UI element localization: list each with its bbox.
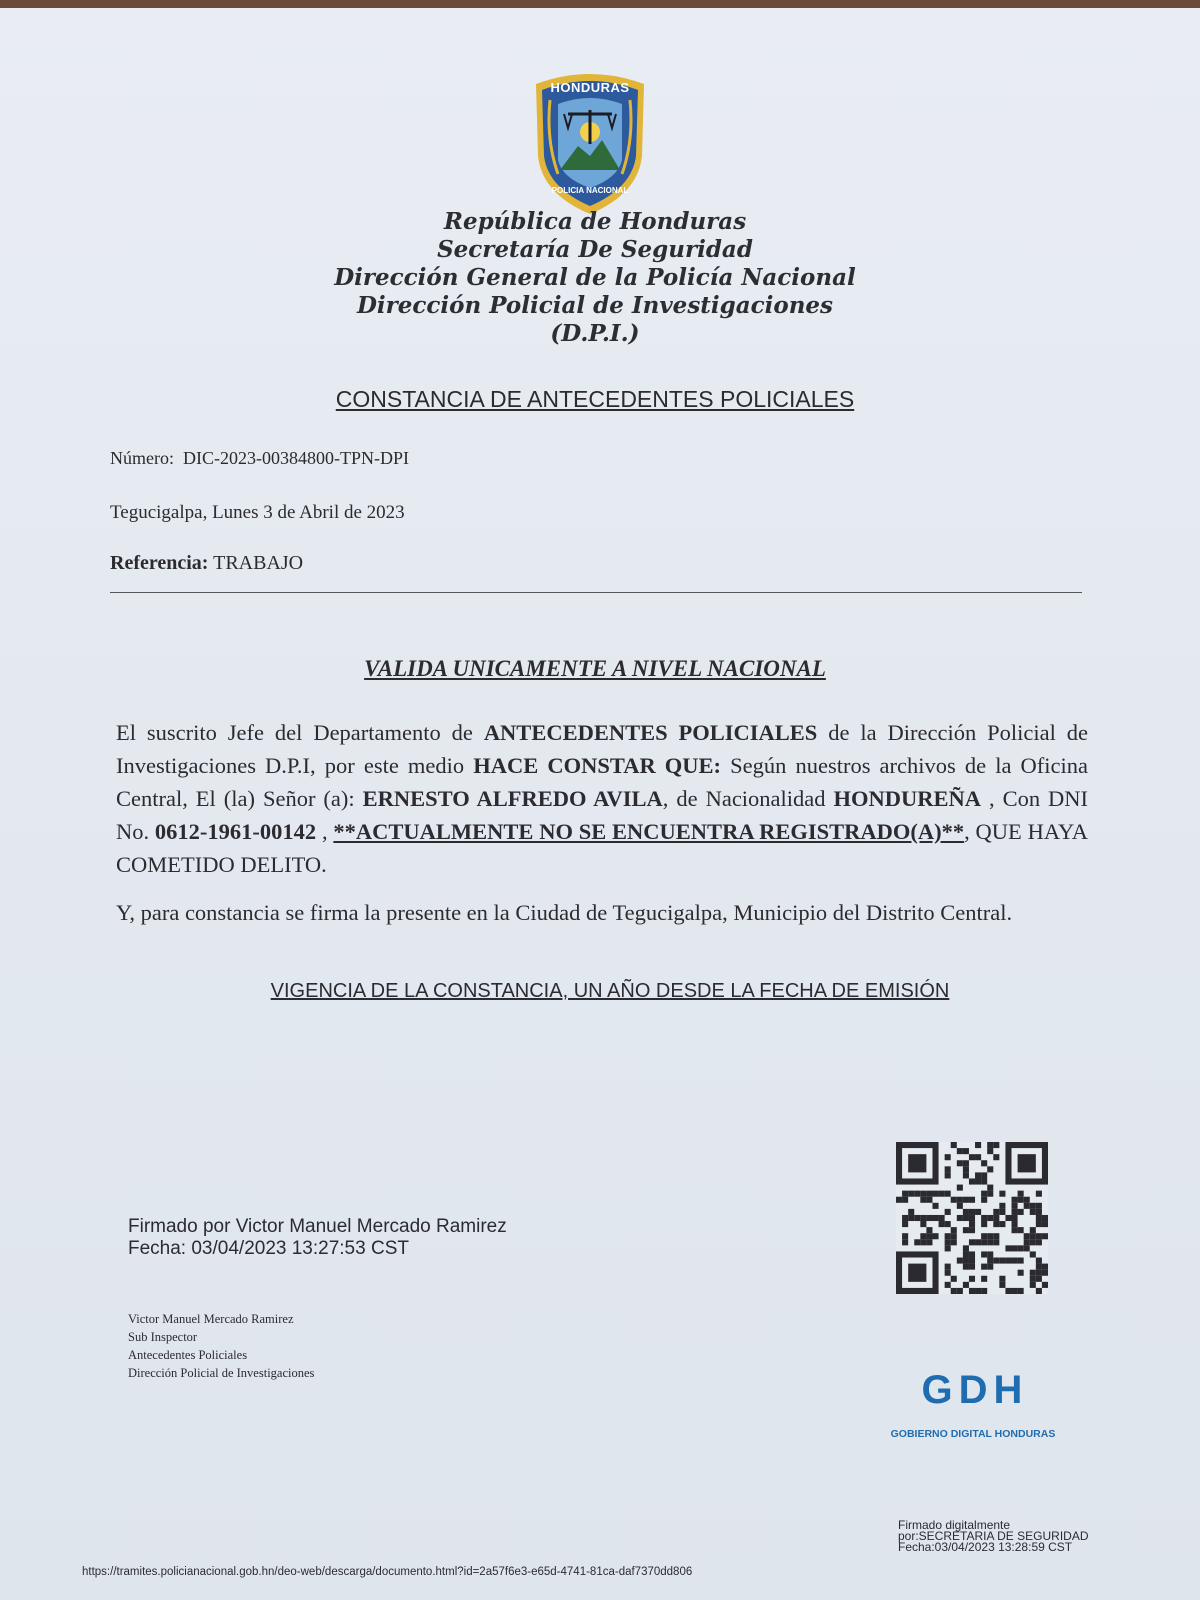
- numero-line: [110, 448, 409, 469]
- footer-url: https://tramites.policianacional.gob.hn/deo-web/descarga/documento.html?id=2a57f6e3-e65d-4741-81ca-daf7370dd806: [82, 1566, 693, 1578]
- digital-signature-line-1: Firmado digitalmente: [898, 1518, 1011, 1532]
- record-status: **ACTUALMENTE NO SE ENCUENTRA REGISTRADO(A)**: [333, 819, 965, 844]
- validity-heading: VALIDA UNICAMENTE A NIVEL NACIONAL: [364, 656, 826, 681]
- header-line-republic: República de Honduras: [443, 208, 747, 235]
- nationality: HONDUREÑA: [833, 786, 982, 811]
- signatory-rank: Sub Inspector: [128, 1330, 198, 1344]
- badge-top-text: HONDURAS: [550, 80, 630, 95]
- header-line-dpi: Dirección Policial de Investigaciones: [356, 292, 833, 319]
- institution-header: [280, 208, 910, 348]
- digital-signature: [898, 1520, 1089, 1553]
- referencia-line: [110, 552, 303, 575]
- qr-code-icon: [896, 1142, 1048, 1294]
- document-page: [0, 8, 1200, 1600]
- vigencia-note: VIGENCIA DE LA CONSTANCIA, UN AÑO DESDE LA FECHA DE EMISIÓN: [270, 980, 950, 1002]
- signatory-division: Dirección Policial de Investigaciones: [128, 1366, 315, 1380]
- header-line-direccion-general: Dirección General de la Policía Nacional: [334, 264, 856, 291]
- header-divider: [110, 592, 1082, 593]
- signatory-department: Antecedentes Policiales: [128, 1348, 248, 1362]
- referencia-value: TRABAJO: [213, 552, 304, 574]
- header-line-dpi-abbr: (D.P.I.): [550, 320, 640, 347]
- gdh-logo: GDH: [921, 1368, 1029, 1412]
- gdh-label: GOBIERNO DIGITAL HONDURAS: [890, 1428, 1056, 1440]
- digital-signature-line-3: Fecha:03/04/2023 13:28:59 CST: [898, 1540, 1073, 1554]
- signed-date: Fecha: 03/04/2023 13:27:53 CST: [128, 1238, 409, 1259]
- signatory-name: Victor Manuel Mercado Ramirez: [128, 1312, 294, 1326]
- numero-label: Número:: [110, 448, 174, 468]
- department-name: ANTECEDENTES POLICIALES: [483, 720, 818, 745]
- document-title: CONSTANCIA DE ANTECEDENTES POLICIALES: [335, 386, 855, 412]
- referencia-label: Referencia:: [110, 552, 209, 574]
- body-paragraph-1: El suscrito Jefe del Departamento de ANTECEDENTES POLICIALES de la Dirección Policial de Investigaciones D.P.I, por este medio HACE CONSTAR QUE: Según nuestros archivos de la Oficina Central, El (la) Señor (a): ERNESTO ALFREDO AVILA, de Nacionalidad HONDUREÑA , Con DNI No. 0612-1961-00142 , **ACTUALMENTE NO SE ENCUENTRA REGISTRADO(A)**, QUE HAYA COMETIDO DELITO.: [116, 720, 1089, 877]
- digital-signature-line-2: por:SECRETARIA DE SEGURIDAD: [898, 1529, 1089, 1543]
- header-line-secretaria: Secretaría De Seguridad: [437, 236, 753, 263]
- person-name: ERNESTO ALFREDO AVILA: [362, 786, 663, 811]
- numero-value: DIC-2023-00384800-TPN-DPI: [182, 448, 409, 468]
- fecha-line: Tegucigalpa, Lunes 3 de Abril de 2023: [110, 502, 405, 523]
- dni-number: 0612-1961-00142: [154, 819, 317, 844]
- signatory-details: [128, 1310, 314, 1382]
- badge-bottom-text: POLICIA NACIONAL: [551, 186, 629, 195]
- body-paragraph-2: Y, para constancia se firma la presente en la Ciudad de Tegucigalpa, Municipio del Distrito Central.: [116, 900, 1013, 925]
- signature-block: [128, 1216, 507, 1260]
- signed-by: Firmado por Victor Manuel Mercado Ramirez: [128, 1216, 507, 1237]
- hace-constar: HACE CONSTAR QUE:: [473, 753, 722, 778]
